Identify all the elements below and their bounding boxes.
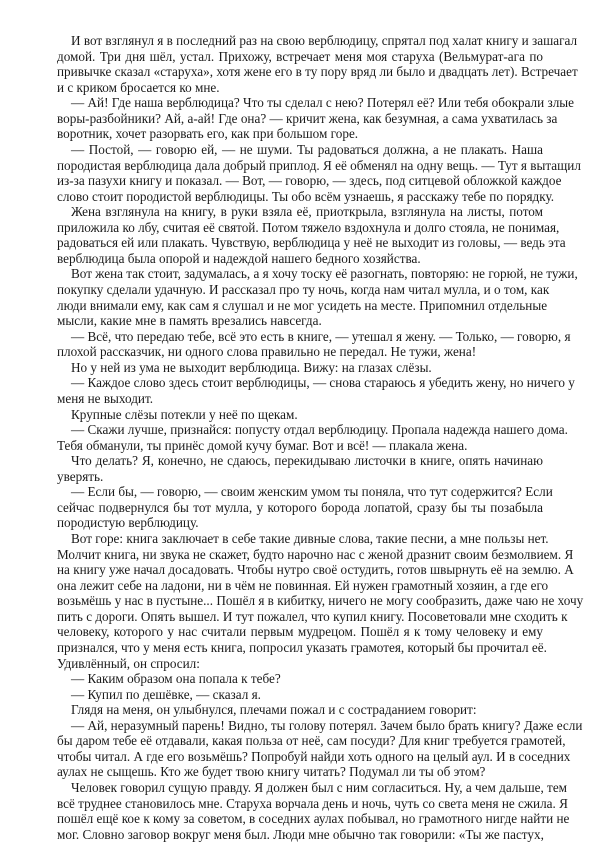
- text-line: — Всё, что передаю тебе, всё это есть в книге, — утешал я жену. — Только, — говорю, я: [71, 328, 571, 344]
- paragraph: [57, 702, 543, 718]
- text-line: люди внимали ему, как сам я слушал и не мог усидеть на месте. Припомнил отдельные: [57, 297, 548, 313]
- text-line: — Ай! Где наша верблюдица? Что ты сделал с нею? Потерял её? Или тебя обокрали злые: [71, 95, 574, 111]
- text-line: меня не выходит.: [57, 390, 154, 406]
- text-line: — Купил по дешёвке, — сказал я.: [71, 686, 261, 702]
- paragraph: [57, 328, 571, 360]
- text-line: Глядя на меня, он улыбнулся, плечами пожал и с состраданием говорит:: [71, 702, 477, 718]
- text-line: на книгу уже начал досадовать. Чтобы нутро своё остудить, готов швырнуть её на землю. А: [57, 562, 574, 578]
- text-line: — Если бы, — говорю, — своим женским умом ты поняла, что тут содержится? Если: [71, 484, 553, 500]
- text-line: — Каждое слово здесь стоит верблюдицы, — снова стараюсь я убедить жену, но ничего у: [71, 375, 575, 391]
- paragraph: [57, 717, 583, 780]
- text-line: — Ай, неразумный парень! Видно, ты голову потерял. Зачем было брать книгу? Даже если: [71, 717, 583, 733]
- paragraph: [57, 141, 581, 204]
- text-line: плохой рассказчик, ни одного слова правильно не передал. Не тужи, жена!: [57, 344, 477, 360]
- text-line: — Скажи лучше, признайся: попусту отдал верблюдицу. Пропала надежда нашего дома.: [71, 422, 568, 438]
- text-line: она лежит себе на ладони, ни в чём не повинная. Ей нужен грамотный хозяин, а где его: [57, 577, 549, 593]
- text-line: Тебя обманули, ты принёс домой кучу бумаг. Вот и всё! — плакала жена.: [57, 437, 468, 453]
- text-line: сейчас подвернулся бы тот мулла, у которого борода лопатой, сразу бы ты позабыла: [57, 499, 543, 515]
- paragraph: [57, 453, 543, 484]
- text-line: Вот жена так стоит, задумалась, а я хочу тоску её разогнать, повторяю: не горюй, не тужи,: [71, 266, 578, 282]
- text-line: И вот взглянул я в последний раз на свою верблюдицу, спрятал под халат книгу и зашагал: [71, 33, 578, 48]
- text-line: породистая верблюдица дала добрый приплод. Я её обменял на одну вещь. — Тут я вытащил: [57, 157, 581, 173]
- text-line: Человек говорил сущую правду. Я должен был с ним согласиться. Ну, а чем дальше, тем: [71, 780, 568, 795]
- text-line: Вот горе: книга заключает в себе такие дивные слова, такие песни, а мне пользы нет.: [71, 531, 549, 546]
- text-line: мог. Словно заговор вокруг меня был. Люди мне обычно так говорили: «Ты же пастух,: [57, 826, 544, 842]
- text-line: Жена взглянула на книгу, в руки взяла её, приоткрыла, взглянула на листы, потом: [71, 204, 543, 220]
- paragraph: [57, 204, 566, 266]
- text-line: Удивлённый, он спросил:: [57, 655, 200, 671]
- text-line: Но у ней из ума не выходит верблюдица. Вижу: на глазах слёзы.: [71, 359, 432, 375]
- text-line: — Каким образом она попала к тебе?: [71, 671, 281, 687]
- paragraph: [57, 780, 570, 842]
- text-line: всё труднее становилось мне. Старуха ворчала день и ночь, чуть со света меня не сжила. Я: [57, 795, 568, 811]
- paragraph: [57, 95, 574, 142]
- text-line: Что делать? Я, конечно, не сдаюсь, перекидываю листочки в книге, опять начинаю: [71, 453, 543, 469]
- text-line: воротник, хочет разорвать его, как при большом горе.: [57, 126, 359, 142]
- paragraph: [57, 484, 553, 531]
- paragraph: [57, 687, 543, 703]
- text-line: бы даром тебе её отдавали, какая польза от неё, сам посуди? Для книг требуется грамотей,: [57, 733, 566, 749]
- text-line: породистую верблюдицу.: [57, 515, 199, 531]
- text-line: — Постой, — говорю ей, — не шуми. Ты радоваться должна, а не плакать. Наша: [71, 141, 543, 157]
- text-line: слово стоит породистой верблюдицы. Ты обо всём узнаешь, я расскажу тебе по порядку.: [57, 188, 555, 204]
- text-line: привычке сказал «старуха», хотя жене его в ту пору вряд ли было и двадцать лет). Встречает: [57, 64, 578, 80]
- text-line: из-за пазухи книгу и показал. — Вот, — говорю, — здесь, под ситцевой обложкой каждое: [57, 173, 562, 189]
- text-line: покупку сделали удачную. И рассказал про ту ночь, когда нам читал мулла, и о том, как: [57, 282, 550, 297]
- text-line: признался, что у меня есть книга, попросил указать грамотея, который бы прочитал её.: [57, 639, 547, 655]
- text-line: домой. Три дня шёл, устал. Прихожу, встречает меня моя старуха (Вельмурат-ага по: [57, 48, 543, 64]
- paragraph: [57, 375, 575, 406]
- text-line: и с криком бросается ко мне.: [57, 79, 220, 95]
- text-line: Крупные слёзы потекли у неё по щекам.: [71, 406, 298, 422]
- text-line: возьмёшь у нас в пустыне... Пошёл я в кибитку, ничего не могу сообразить, даже чаю не хочу: [57, 593, 584, 609]
- text-line: воры-разбойники? Ай, а-ай! Где она? — кричит жена, как безумная, а сама ухватилась за: [57, 110, 558, 126]
- text-line: пить с дороги. Опять вышел. И тут пожалел, что купил книгу. Посоветовали мне сходить к: [57, 608, 568, 624]
- text-line: пошёл ещё кое к кому за советом, в соседних аулах побывал, но грамотного нигде найти не: [57, 811, 570, 827]
- document-page: [57, 33, 584, 842]
- text-line: мысли, какие мне в память врезались навсегда.: [57, 313, 322, 329]
- paragraph: [57, 531, 584, 671]
- paragraph: [57, 33, 578, 95]
- paragraph: [57, 360, 543, 376]
- text-line: верблюдица была опорой и надеждой нашего бедного хозяйства.: [57, 250, 421, 266]
- text-line: Молчит книга, ни звука не скажет, будто нарочно нас с женой дразнит своим безмолвием. Я: [57, 546, 574, 562]
- text-line: уверять.: [57, 468, 104, 484]
- text-line: радоваться ей или плакать. Чувствую, верблюдица у неё не выходит из головы, — ведь эта: [57, 235, 566, 251]
- text-line: чтобы читал. А где его возьмёшь? Попробуй найди хоть одного на целый аул. И в соседних: [57, 748, 571, 764]
- paragraph: [57, 422, 568, 453]
- paragraph: [57, 671, 543, 687]
- paragraph: [57, 407, 543, 423]
- text-line: человеку, которого у нас считали первым мудрецом. Пошёл я к тому человеку и ему: [57, 624, 543, 640]
- paragraph: [57, 266, 578, 329]
- text-line: приложила ко лбу, считая её святой. Потом тяжело вздохнула и долго стояла, не понимая,: [57, 219, 560, 235]
- text-line: аулах не сыщешь. Кто же будет твою книгу читать? Подумал ли ты об этом?: [57, 764, 486, 780]
